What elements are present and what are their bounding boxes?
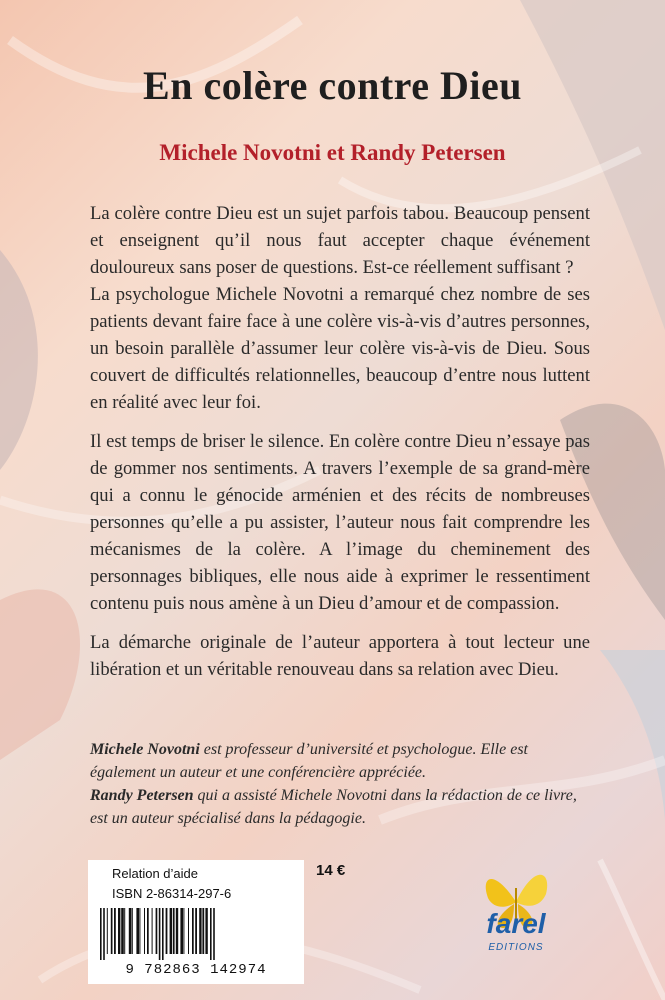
price: 14 € <box>316 862 346 879</box>
barcode-bar <box>183 908 184 954</box>
barcode-bar <box>170 908 172 954</box>
publisher-name: farel <box>486 908 546 939</box>
author-bios <box>90 738 590 830</box>
barcode-bar <box>166 908 168 954</box>
barcode-bar <box>103 908 105 960</box>
barcode-bar <box>202 908 204 954</box>
bio-author-1-text: est professeur d’université et psychologue. Elle est également un auteur et une conférencière appréciée. <box>90 741 528 781</box>
barcode-bar <box>107 908 108 954</box>
barcode-bar <box>124 908 125 954</box>
barcode-bar <box>114 908 116 954</box>
barcode-bar <box>152 908 153 954</box>
blurb-paragraph-2: La psychologue Michele Novotni a remarqué chez nombre de ses patients devant faire face à une colère vis-à-vis d’autres personnes, un besoin parallèle d’assumer leur colère vis-à-vis de Dieu. Sous couvert de difficultés relationnelles, beaucoup d’entre nous luttent en réalité avec leur foi. <box>90 284 590 413</box>
barcode-bar <box>156 908 158 954</box>
barcode-bar <box>118 908 120 954</box>
barcode-bar <box>173 908 175 954</box>
barcode-bar <box>192 908 194 954</box>
barcode-bar <box>132 908 133 954</box>
barcode-bar <box>213 908 215 960</box>
blurb-paragraph-3: Il est temps de briser le silence. En colère contre Dieu n’essaye pas de gommer nos sentiments. A travers l’exemple de sa grand-mère qui a connu le génocide arménien et des récits de nombreuses personnes qu’elle a pu assister, l’auteur nous fait comprendre les mécanismes de la colère. A l’image du cheminement des personnages bibliques, elle nous aide à exprimer le ressentiment contenu puis nous amène à un Dieu d’amour et de compassion. <box>90 431 590 614</box>
book-title: En colère contre Dieu <box>143 63 522 108</box>
barcode-number: 9 782863 142974 <box>125 962 267 978</box>
barcode-bar <box>188 908 189 954</box>
barcode-bar <box>100 908 102 960</box>
bio-author-2 <box>90 784 590 830</box>
barcode-bar <box>136 908 139 954</box>
bio-author-2-text: qui a assisté Michele Novotni dans la rédaction de ce livre, est un auteur spécialisé dans la pédagogie. <box>90 787 577 827</box>
barcode-bar <box>144 908 145 954</box>
barcode-bar <box>176 908 178 954</box>
barcode-bar <box>162 908 164 960</box>
book-authors: Michele Novotni et Randy Petersen <box>159 140 506 165</box>
bio-author-1 <box>90 738 590 784</box>
category-label: Relation d’aide <box>112 866 199 881</box>
barcode-bar <box>147 908 149 954</box>
barcode-bar <box>139 908 140 954</box>
blurb-paragraph-1: La colère contre Dieu est un sujet parfois tabou. Beaucoup pensent et enseignent qu’il nous faut accepter chaque événement douloureux sans poser de questions. Est-ce réellement suffisant ? <box>90 203 590 278</box>
isbn-label: ISBN 2-86314-297-6 <box>112 886 232 901</box>
publisher-subtitle: EDITIONS <box>488 942 544 953</box>
barcode-bar <box>195 908 197 954</box>
barcode-label <box>88 860 304 984</box>
bio-author-2-name: Randy Petersen <box>90 787 194 804</box>
barcode-bar <box>159 908 161 960</box>
barcode-bar <box>199 908 201 954</box>
barcode-bar <box>111 908 113 954</box>
barcode-bar <box>129 908 132 954</box>
barcode-bar <box>205 908 207 954</box>
bio-author-1-name: Michele Novotni <box>90 741 200 758</box>
barcode-icon <box>96 908 296 960</box>
blurb <box>90 200 590 695</box>
blurb-paragraph-4: La démarche originale de l’auteur apportera à tout lecteur une libération et un véritable renouveau dans sa relation avec Dieu. <box>90 632 590 680</box>
barcode-bar <box>180 908 183 954</box>
barcode-bar <box>121 908 124 954</box>
barcode-bar <box>210 908 212 960</box>
